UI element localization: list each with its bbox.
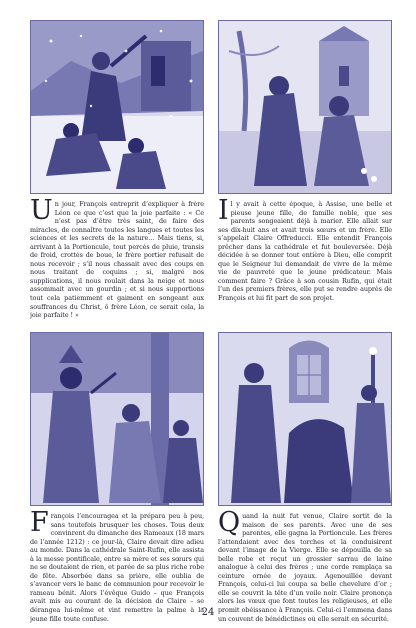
caption-1: [30, 195, 204, 320]
drop-cap: F: [30, 507, 49, 538]
caption-text: uand la nuit fut venue, Claire sortit de la maison de ses parents. Avec une de ses parentes, elle gagna la Portioncule. Les frères l’attendaient avec des torches et la conduisirent devant l’image de la Vierge. Elle se dépouilla de sa belle robe et reçut un grossier sarrau de laine analogue à celui des frères ; une corde remplaça sa ceinture ornée de joyaux. Agenouillée devant François, celui-ci lui coupa sa belle chevelure d’or ; elle se couvrit la tête d’un voile noir. Claire prononça alors les vœux que font toutes les religieuses, et elle promit obéissance à François. Celui-ci l’emmena dans un couvent de bénédictines où elle serait en sécurité.: [218, 512, 392, 623]
caption-text: n jour, François entreprit d’expliquer à frère Léon ce que c’est que la joie parfaite : « Ce n’est pas d’être très saint, de faire des miracles, de connaître toutes les langues et toutes les sciences et les secrets de la nature… Mais tiens, si, arrivant à la Portioncule, tout percés de pluie, transis de froid, crottés de boue, le frère portier refusait de nous recevoir ; s’il nous chassait avec des coups en nous traitant de coquins ; si, malgré nos supplications, il nous roulait dans la neige et nous assommait avec un gourdin ; et si nous supportions tout cela patiemment et gaiment en songeant aux souffrances du Christ, ô frère Léon, ce serait cela, la joie parfaite ! »: [30, 200, 204, 320]
illustration-claire-rufin: [218, 20, 392, 194]
caption-text: rançois l’encouragea et la prépara peu à peu, sans toutefois brusquer les choses. Tous deux convinrent du dimanche des Rameaux (18 mars de l’année 1212) : ce jour-là, Claire devait dire adieu au monde. Dans la cathédrale Saint-Rufin, elle assista à la messe pontificale, entre sa mère et ses sœurs qui ne se doutaient de rien, et parée de sa plus riche robe de fête. Absorbée dans sa prière, elle oublia de s’avancer vers le banc de communion pour recevoir le rameau bénit. Alors l’évêque Guido – que François avait mis au courant de la décision de Claire – se dérangea lui-même et vint remettre la palme à la jeune fille toute confuse.: [30, 512, 204, 623]
caption-2: [218, 195, 392, 303]
drop-cap: U: [30, 195, 53, 226]
illustration-snow-beating: [30, 20, 204, 194]
page-number: 24: [201, 607, 215, 618]
drop-cap: Q: [218, 507, 241, 538]
drop-cap: I: [218, 195, 229, 226]
caption-text: l y avait à cette époque, à Assise, une belle et pieuse jeune fille, de famille noble, que ses parents songeaient déjà à marier. Elle allait sur ses dix-huit ans et avait trois sœurs et un frère. Elle s’appelait Claire Offreducci. Elle entendit François prêcher dans la cathédrale et fut bouleversée. Déjà décidée à se donner tout entière à Dieu, elle comprit que le Seigneur lui demandait de vivre de la même vie de pauvreté que le jeune prédicateur. Mais comment faire ? Grâce à son cousin Rufin, qui était l’un des premiers frères, elle put se rendre auprès de François et lui fit part de son projet.: [218, 200, 392, 303]
panel-3: [30, 332, 204, 623]
panel-4: [218, 332, 392, 623]
panel-1: [30, 20, 204, 320]
panel-2: [218, 20, 392, 303]
illustration-palm-sunday: [30, 332, 204, 506]
illustration-claire-vows: [218, 332, 392, 506]
